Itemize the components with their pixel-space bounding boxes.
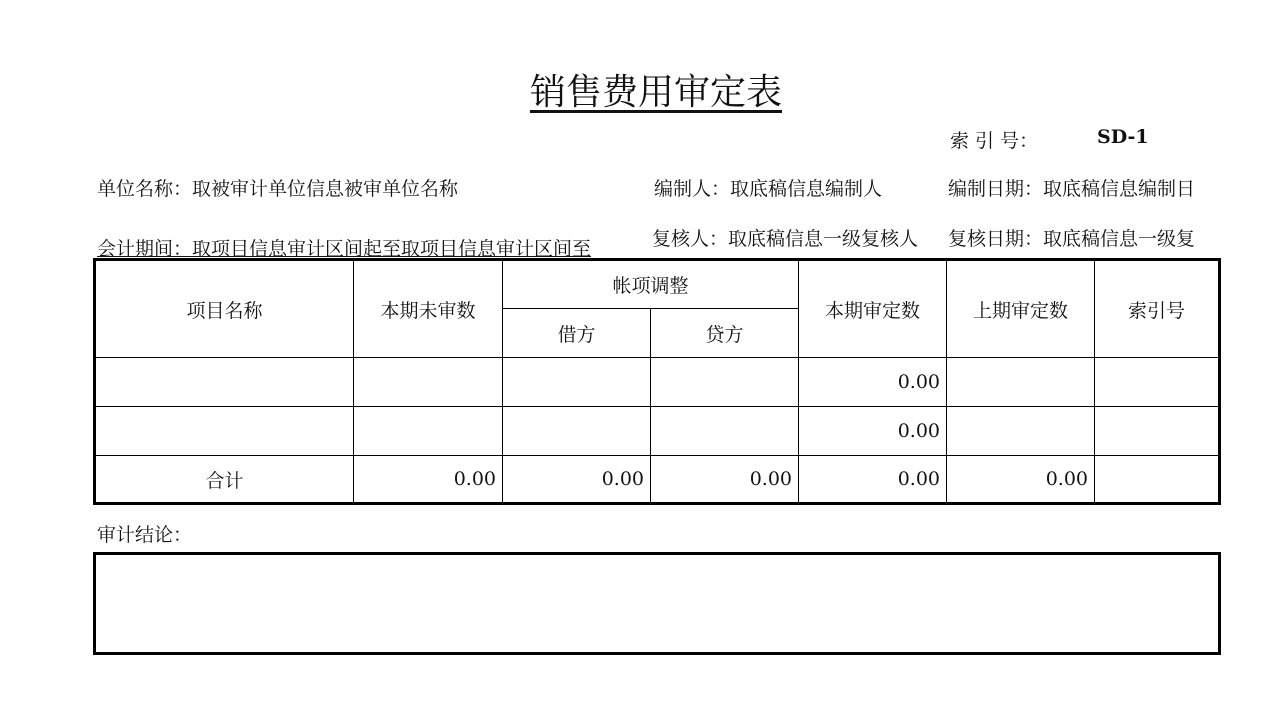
header-item: 项目名称 [95,260,354,358]
cell[interactable] [947,358,1095,407]
cell[interactable] [947,407,1095,456]
cell[interactable]: 0.00 [799,358,947,407]
cell[interactable] [95,358,354,407]
cell[interactable]: 0.00 [651,456,799,504]
accounting-period: 会计期间：取项目信息审计区间起至取项目信息审计区间至 [97,238,592,260]
page-title: 销售费用审定表 [529,72,782,113]
header-audited: 本期审定数 [799,260,947,358]
cell[interactable] [354,358,503,407]
total-label: 合计 [95,456,354,504]
total-row [95,456,1220,504]
cell[interactable] [651,407,799,456]
header-adjust: 帐项调整 [503,260,799,309]
index-value: SD-1 [1097,126,1149,148]
reviewer: 复核人：取底稿信息一级复核人 [652,228,919,250]
cell[interactable] [1095,358,1220,407]
header-debit: 借方 [503,309,651,358]
cell[interactable] [1095,456,1220,504]
table-row [95,407,1220,456]
cell[interactable] [503,358,651,407]
cell[interactable] [95,407,354,456]
cell[interactable] [503,407,651,456]
conclusion-box[interactable] [93,552,1221,655]
cell[interactable]: 0.00 [947,456,1095,504]
header-ref: 索引号 [1095,260,1220,358]
cell[interactable] [1095,407,1220,456]
header-prior: 上期审定数 [947,260,1095,358]
cell[interactable]: 0.00 [503,456,651,504]
cell[interactable]: 0.00 [799,407,947,456]
table-row [95,358,1220,407]
unit-name: 单位名称：取被审计单位信息被审单位名称 [97,178,459,200]
cell[interactable]: 0.00 [354,456,503,504]
header-credit: 贷方 [651,309,799,358]
cell[interactable] [651,358,799,407]
cell[interactable] [354,407,503,456]
preparer: 编制人：取底稿信息编制人 [654,178,883,200]
index-label: 索 引 号： [950,130,1039,152]
cell[interactable]: 0.00 [799,456,947,504]
conclusion-label: 审计结论： [97,524,193,546]
audit-table [93,258,1221,505]
review-date: 复核日期：取底稿信息一级复 [948,228,1196,250]
prep-date: 编制日期：取底稿信息编制日 [948,178,1196,200]
header-unaudited: 本期未审数 [354,260,503,358]
